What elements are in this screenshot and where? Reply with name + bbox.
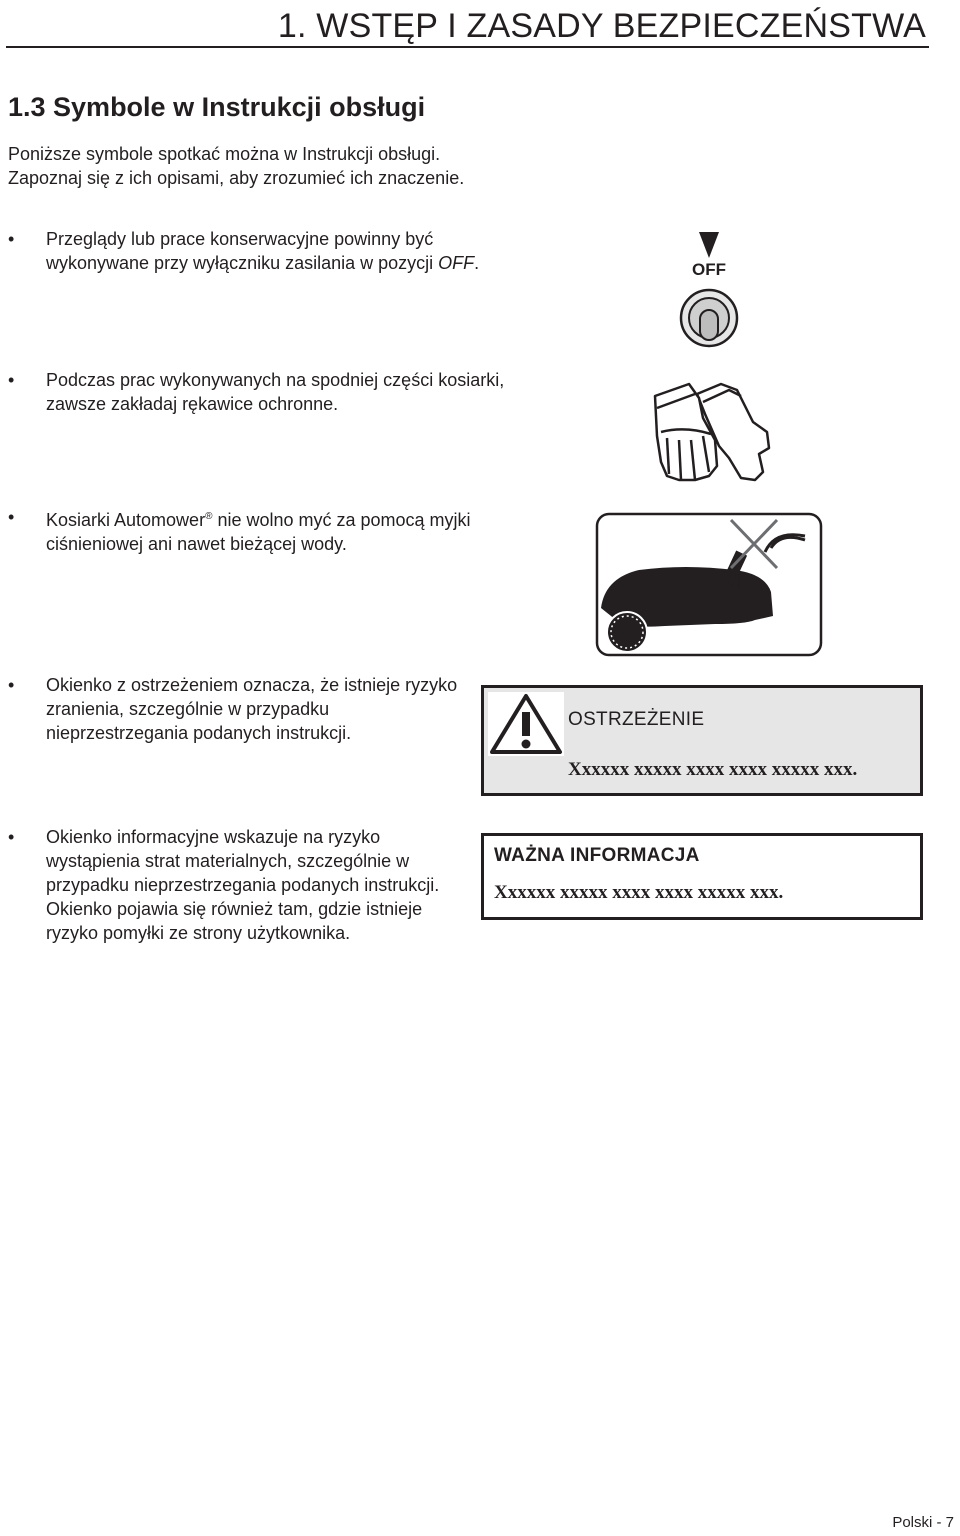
bullet-dot: • [8,229,15,249]
off-label: OFF [692,260,726,279]
section-title: 1.3 Symbole w Instrukcji obsługi [8,92,426,122]
no-water-washing-mower-icon [595,512,823,657]
page-number: Polski - 7 [892,1514,954,1531]
bullet-text-end: nie wolno myć za pomocą myjki ciśnieniowej ani nawet bieżącej wody. [46,510,471,554]
warning-triangle-icon [488,692,564,756]
info-text: Xxxxxx xxxxx xxxx xxxx xxxxx xxx. [494,882,784,903]
bullet-text-end: . [474,253,480,273]
bullet-item-off-switch [8,227,486,275]
bullet-text: Kosiarki Automower [46,510,206,530]
bullet-dot: • [8,507,15,527]
title-divider [6,46,929,48]
bullet-dot: • [8,827,15,847]
info-title: WAŻNA INFORMACJA [494,845,700,866]
info-box [481,833,923,920]
bullet-text: Podczas prac wykonywanych na spodniej części kosiarki, zawsze zakładaj rękawice ochronne. [46,370,505,414]
bullet-item-warning-box [8,673,466,745]
warning-text: Xxxxxx xxxxx xxxx xxxx xxxxx xxx. [568,759,858,780]
bullet-dot: • [8,370,15,390]
bullet-text: Okienko z ostrzeżeniem oznacza, że istnieje ryzyko zranienia, szczególnie w przypadku nieprzestrzegania podanych instrukcji. [46,675,458,743]
protective-gloves-icon [645,376,775,488]
bullet-dot: • [8,675,15,695]
bullet-item-info-box [8,825,456,945]
power-switch-off-icon [678,230,740,348]
warning-box [481,685,923,796]
section-intro: Poniższe symbole spotkać można w Instrukcji obsługi. Zapoznaj się z ich opisami, aby zrozumieć ich znaczenie. [8,144,465,188]
bullet-item-no-washing [8,505,506,556]
bullet-text: Okienko informacyjne wskazuje na ryzyko wystąpienia strat materialnych, szczególnie w przypadku nieprzestrzegania podanych instrukcji. Okienko pojawia się również tam, gdzie istnieje ryzyko pomyłki ze strony użytkownika. [46,827,440,943]
bullet-text-italic: OFF [438,253,475,273]
registered-mark: ® [205,511,213,522]
bullet-item-gloves [8,368,506,416]
bullet-text: Przeglądy lub prace konserwacyjne powinny być wykonywane przy wyłączniku zasilania w pozycji [46,229,439,273]
warning-title: OSTRZEŻENIE [568,709,705,730]
chapter-title: 1. WSTĘP I ZASADY BEZPIECZEŃSTWA [277,7,926,45]
